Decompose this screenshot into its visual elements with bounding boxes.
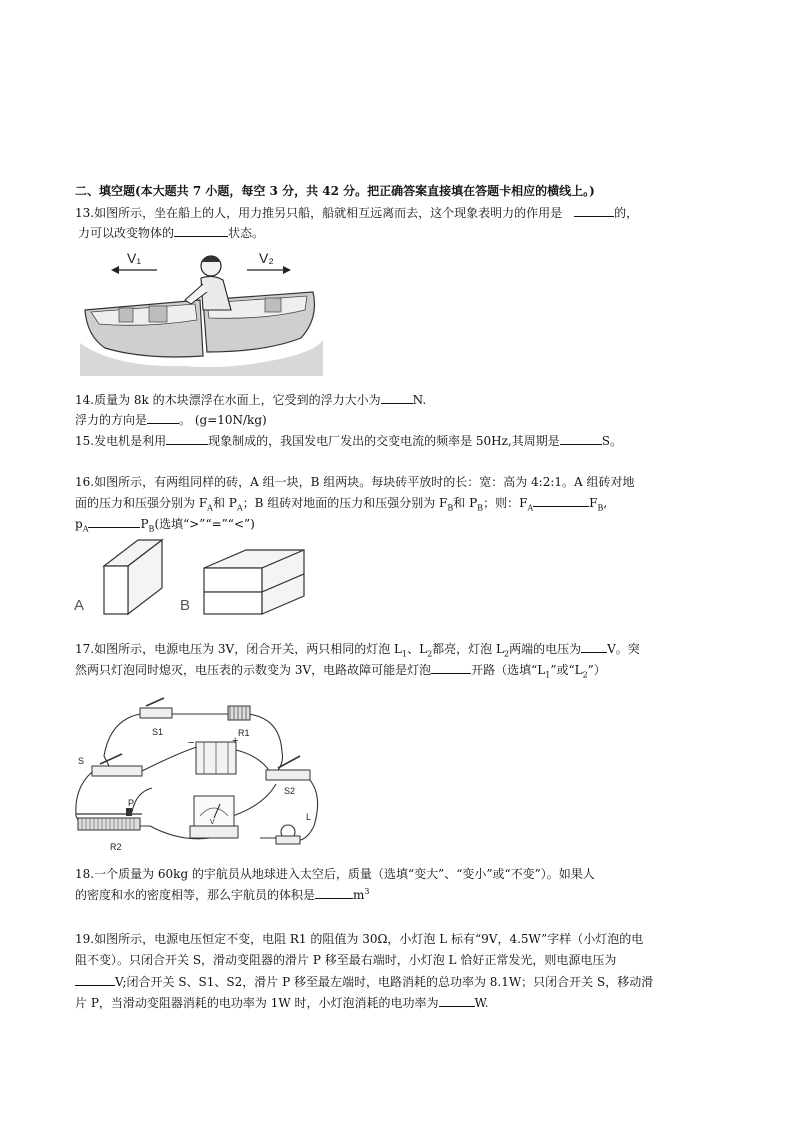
q18-t1: 的密度和水的密度相等，那么宇航员的体积是	[75, 888, 316, 902]
q16-t10: (选填“>”“=”“<”)	[154, 517, 255, 531]
circuit-figure	[70, 692, 330, 854]
rheostat-slider	[126, 808, 132, 816]
q16-s2: A	[236, 503, 243, 513]
q16-t3: ；B 组砖对地面的压力和压强分别为 F	[242, 496, 448, 510]
q16-t5: ；则：F	[483, 496, 528, 510]
brick-a-label: A	[74, 597, 85, 614]
q17-s4: 1	[545, 670, 551, 680]
brick-b-lower-front	[204, 592, 262, 614]
q16-t7: ,	[603, 496, 608, 510]
q13-text-d: 状态。	[228, 226, 265, 240]
q19-t2: 片 P，当滑动变阻器消耗的电功率为 1W 时，小灯泡消耗的电功率为	[75, 996, 439, 1010]
q16-line3	[75, 515, 255, 532]
resistor-r1	[228, 706, 250, 720]
battery-minus: −	[188, 737, 195, 749]
q16-t4: 和 P	[453, 496, 478, 510]
q14-line2	[75, 411, 267, 428]
q17-t4: 两端的电压为	[509, 642, 582, 656]
q13-text-c: 力可以改变物体的	[78, 226, 175, 240]
q19-blank-1[interactable]	[75, 973, 115, 986]
q14-text-d: 。 (g=10N/kg)	[179, 413, 267, 427]
q14-line1	[75, 391, 426, 408]
person-hair	[201, 256, 221, 262]
q19-line1: 19.如图所示，电源电压恒定不变，电阻 R1 的阻值为 30Ω，小灯泡 L 标有“9V，4.5W”字样（小灯泡的电	[75, 932, 644, 946]
rheostat-r2-label: R2	[110, 842, 122, 852]
bulb-base	[276, 836, 300, 844]
boats-figure	[75, 248, 327, 376]
switch-s-lever	[100, 754, 122, 764]
q18-line1: 18.一个质量为 60kg 的宇航员从地球进入太空后，质量（选填“变大”、“变小”或“不变”）。如果人	[75, 867, 595, 881]
q15-blank-2[interactable]	[560, 432, 602, 445]
q16-s8: B	[148, 524, 155, 534]
right-boat-seat	[265, 298, 281, 312]
q15-text-c: S。	[601, 434, 623, 448]
q19-blank-2[interactable]	[439, 994, 475, 1007]
q17-t7: 开路（选填“L	[471, 663, 546, 677]
q16-t6: F	[589, 496, 598, 510]
q17-line1	[75, 640, 640, 657]
section-heading: 二、填空题(本大题共 7 小题，每空 3 分，共 42 分。把正确答案直接填在答题卡相应的横线上。)	[75, 184, 595, 198]
q13-blank-2[interactable]	[174, 224, 228, 237]
q13-line1	[75, 204, 638, 221]
q17-blank-1[interactable]	[581, 640, 607, 653]
q16-s5: A	[527, 503, 534, 513]
switch-s2	[266, 770, 310, 780]
q14-text-a: 14.质量为 8k 的木块漂浮在水面上，它受到的浮力大小为	[75, 393, 381, 407]
q19-line3	[75, 973, 653, 990]
q17-t2: 、L	[407, 642, 428, 656]
q18-sup: 3	[364, 887, 370, 896]
switch-s2-lever	[278, 756, 300, 768]
q17-blank-2[interactable]	[431, 661, 471, 674]
q19-line2: 阻不变）。只闭合开关 S，滑动变阻器的滑片 P 移至最右端时，小灯泡 L 恰好正常发光，则电源电压为	[75, 953, 617, 967]
rheostat-r2	[78, 818, 140, 830]
switch-s2-label: S2	[284, 786, 296, 796]
q17-s1: 1	[402, 649, 408, 659]
q13-blank-1[interactable]	[574, 204, 614, 217]
brick-b-label: B	[180, 597, 191, 614]
brick-b-upper-front	[204, 568, 262, 592]
q16-t2: 和 P	[212, 496, 237, 510]
q13-line2	[78, 224, 264, 241]
q16-t1: 面的压力和压强分别为 F	[75, 496, 208, 510]
voltmeter-base	[190, 826, 238, 838]
q15-blank-1[interactable]	[166, 432, 208, 445]
q17-t3: 都亮，灯泡 L	[432, 642, 504, 656]
q16-t9: P	[140, 517, 149, 531]
q13-text-b: 的，	[614, 206, 639, 220]
q14-text-c: 浮力的方向是	[75, 413, 148, 427]
q19-t3: W.	[474, 996, 489, 1010]
q14-blank-2[interactable]	[147, 411, 179, 424]
switch-s-label: S	[78, 756, 85, 766]
q19-t1: V;闭合开关 S、S1、S2，滑片 P 移至最左端时，电路消耗的总功率为 8.1W；只闭合开关 S，移动滑	[115, 975, 654, 989]
q16-s1: A	[207, 503, 213, 513]
q16-t8: p	[75, 517, 83, 531]
battery-plus: +	[232, 735, 239, 747]
left-boat-seat	[119, 308, 133, 322]
q17-t6: 然两只灯泡同时熄灭，电压表的示数变为 3V，电路故障可能是灯泡	[75, 663, 432, 677]
q16-s7: A	[82, 524, 89, 534]
q16-blank-1[interactable]	[533, 494, 589, 507]
switch-s1-lever	[146, 698, 164, 706]
q16-line2	[75, 494, 607, 511]
v2-arrow-head	[283, 266, 291, 274]
resistor-r1-label: R1	[238, 728, 250, 738]
v1-arrow-head	[111, 266, 119, 274]
q17-s2: 2	[427, 649, 433, 659]
rheostat-p-label: P	[128, 798, 135, 808]
q16-s6: B	[597, 503, 604, 513]
q18-line2	[75, 886, 370, 903]
q18-t2: m	[353, 888, 365, 902]
q16-s4: B	[477, 503, 484, 513]
q17-t5: V。突	[607, 642, 640, 656]
v1-label: V₁	[127, 250, 142, 266]
bricks-figure	[72, 538, 312, 618]
switch-s	[92, 766, 142, 776]
q15-text-b: 现象制成的，我国发电厂发出的交变电流的频率是 50Hz,其周期是	[208, 434, 560, 448]
q17-t1: 17.如图所示，电源电压为 3V，闭合开关，两只相同的灯泡 L	[75, 642, 402, 656]
q18-blank-1[interactable]	[315, 886, 353, 899]
q17-s3: 2	[503, 649, 510, 659]
q16-line1: 16.如图所示，有两组同样的砖，A 组一块，B 组两块。每块砖平放时的长：宽：高为 4:2:1。A 组砖对地	[75, 475, 635, 489]
q17-line2	[75, 661, 606, 678]
q14-text-b: N.	[412, 393, 427, 407]
q17-t9: ”）	[587, 663, 606, 677]
brick-a-front	[104, 566, 128, 614]
q15-line	[75, 432, 622, 449]
voltmeter-label: V	[210, 819, 215, 826]
switch-s1	[140, 708, 172, 718]
q19-line4	[75, 994, 489, 1011]
q17-s5: 2	[582, 670, 588, 680]
bulb-l-label: L	[306, 812, 312, 822]
q13-text-a: 13.如图所示，坐在船上的人，用力推另只船，船就相互远离而去，这个现象表明力的作用是	[75, 206, 563, 220]
q17-t8: ”或“L	[550, 663, 583, 677]
left-boat-seat-2	[149, 306, 167, 322]
q16-blank-2[interactable]	[88, 515, 140, 528]
switch-s1-label: S1	[152, 727, 164, 737]
v2-label: V₂	[259, 250, 274, 266]
q15-text-a: 15.发电机是利用	[75, 434, 167, 448]
q14-blank-1[interactable]	[381, 391, 413, 404]
q16-s3: B	[447, 503, 454, 513]
